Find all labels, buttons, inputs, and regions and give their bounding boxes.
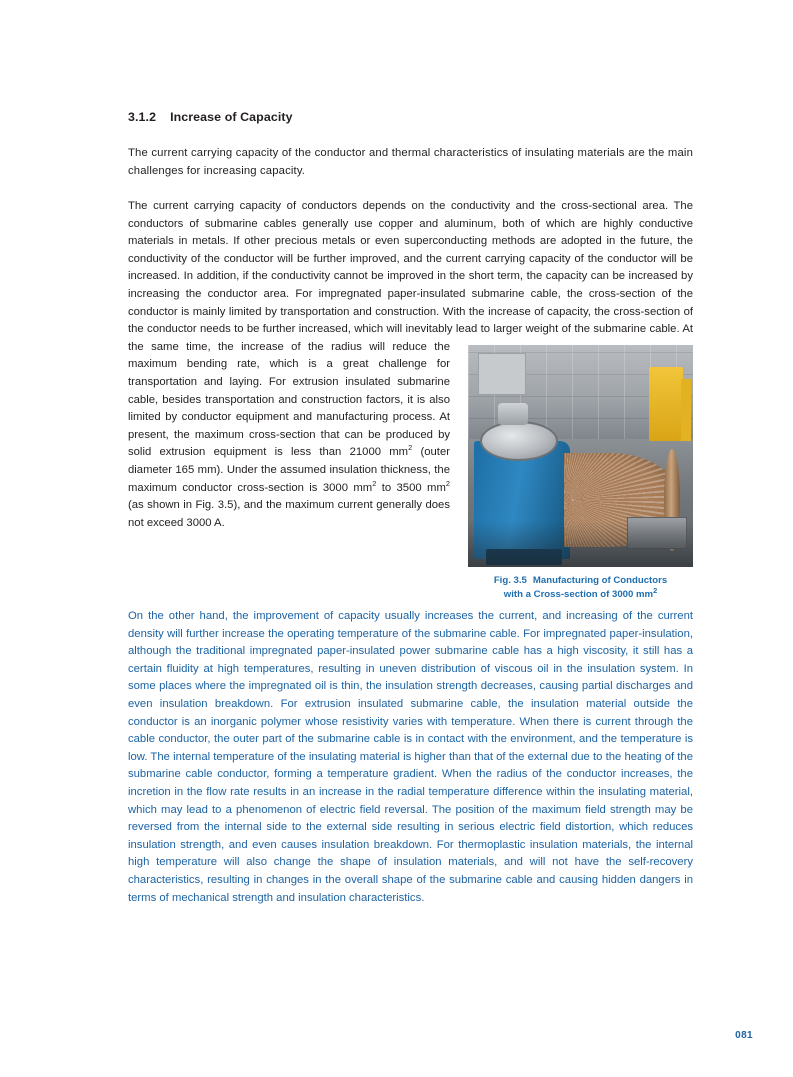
section-heading [128, 110, 293, 124]
photo-drum-cap [498, 403, 528, 425]
photo-yellow-frame [649, 367, 683, 441]
figure-caption-line2: with a Cross-section of 3000 mm [503, 588, 654, 600]
figure-caption-sup: 2 [653, 585, 658, 595]
section-title: Increase of Capacity [170, 110, 293, 124]
paragraph-1-sup-3: 2 [445, 478, 450, 488]
paragraph-1-part-c: to 3500 mm [376, 481, 446, 494]
page-number: 081 [735, 1030, 753, 1041]
paragraph-1-part-b: (outer diameter 165 mm). Under the assumed insulation thickness, the maximum conductor cross-section is 3000 mm [128, 446, 450, 494]
photo-drum [480, 421, 558, 461]
figure-caption-line1: Manufacturing of Conductors [532, 575, 668, 586]
paragraph-1-part-a: The current carrying capacity of conductors depends on the conductivity and the cross-sectional area. The conductors of submarine cables generally use copper and aluminum, both of which are highly conductive materials in metals. If other precious metals or even superconducting methods are adopted in the future, the conductivity of the conductor will be further improved, and the current carrying capacity of the conductor will be increased. In addition, if the conductivity cannot be improved in the short term, the capacity can be increased by increasing the conductor area. For impregnated paper-insulated submarine cable, the cross-section of the conductor is mainly limited by transportation and construction. With the increase of capacity, the cross-section of the conductor needs to be further increased, which will inevitably lead to larger weight of the submarine cable. At the same time, the increase of the radius will reduce the maximum bending rate, which is a great challenge for transportation and laying. For extrusion insulated submarine cable, besides transportation and construction factors, it is also limited by conductor equipment and manufacturing process. At present, the maximum cross-section that can be produced by solid extrusion equipment is less than 21000 mm [128, 200, 693, 459]
figure-3-5 [468, 345, 693, 601]
section-number: 3.1.2 [128, 110, 157, 124]
paragraph-1-sup-2: 2 [372, 478, 377, 488]
figure-caption [468, 574, 693, 601]
figure-label: Fig. 3.5 [493, 575, 527, 586]
photo-floor-shadow [468, 521, 693, 567]
conductor-manufacturing-photo [468, 345, 693, 567]
paragraph-1-sup-1: 2 [408, 443, 413, 453]
photo-yellow-post [681, 379, 691, 441]
paragraph-1-part-d: (as shown in Fig. 3.5), and the maximum current generally does not exceed 3000 A. [128, 499, 450, 529]
paragraph-2-text: On the other hand, the improvement of capacity usually increases the current, and increasing of the current density will further increase the operating temperature of the submarine cable. For impregnated paper-insulation, although the traditional impregnated paper-insulated power submarine cable has a high viscosity, it still has a certain fluidity at high temperatures, resulting in uneven distribution of viscous oil in the insulation system. In some places where the impregnated oil is thin, the insulation strength decreases, causing partial discharges and even insulation breakdown. For extrusion insulated submarine cable, the insulation material outside the conductor is an inorganic polymer whose resistivity varies with temperature. When there is current through the cable conductor, the outer part of the submarine cable is in contact with the environment, and the temperature is low. The internal temperature of the insulating material is higher than that of the external due to the heating of the submarine cable conductor, forming a temperature gradient. When the radius of the conductor increases, the incretion in the flow rate results in an increase in the radial temperature difference within the insulating material, which may lead to a phenomenon of electric field reversal. The position of the maximum field strength may be reversed from the internal side to the external side resulting in serious electric field distortion, which reduces insulation strength, and even causes insulation breakdown. For thermoplastic insulation materials, the internal high temperature will also change the shape of insulation materials, and will not have the self-recovery characteristics, resulting in changes in the overall shape of the submarine cable and causing hidden dangers in terms of mechanical strength and insulation characteristics. [128, 610, 693, 904]
paragraph-2 [128, 608, 693, 907]
photo-control-panel [478, 353, 526, 395]
page-content [128, 0, 693, 1077]
lead-paragraph: The current carrying capacity of the conductor and thermal characteristics of insulating materials are the main challenges for increasing capacity. [128, 147, 693, 177]
